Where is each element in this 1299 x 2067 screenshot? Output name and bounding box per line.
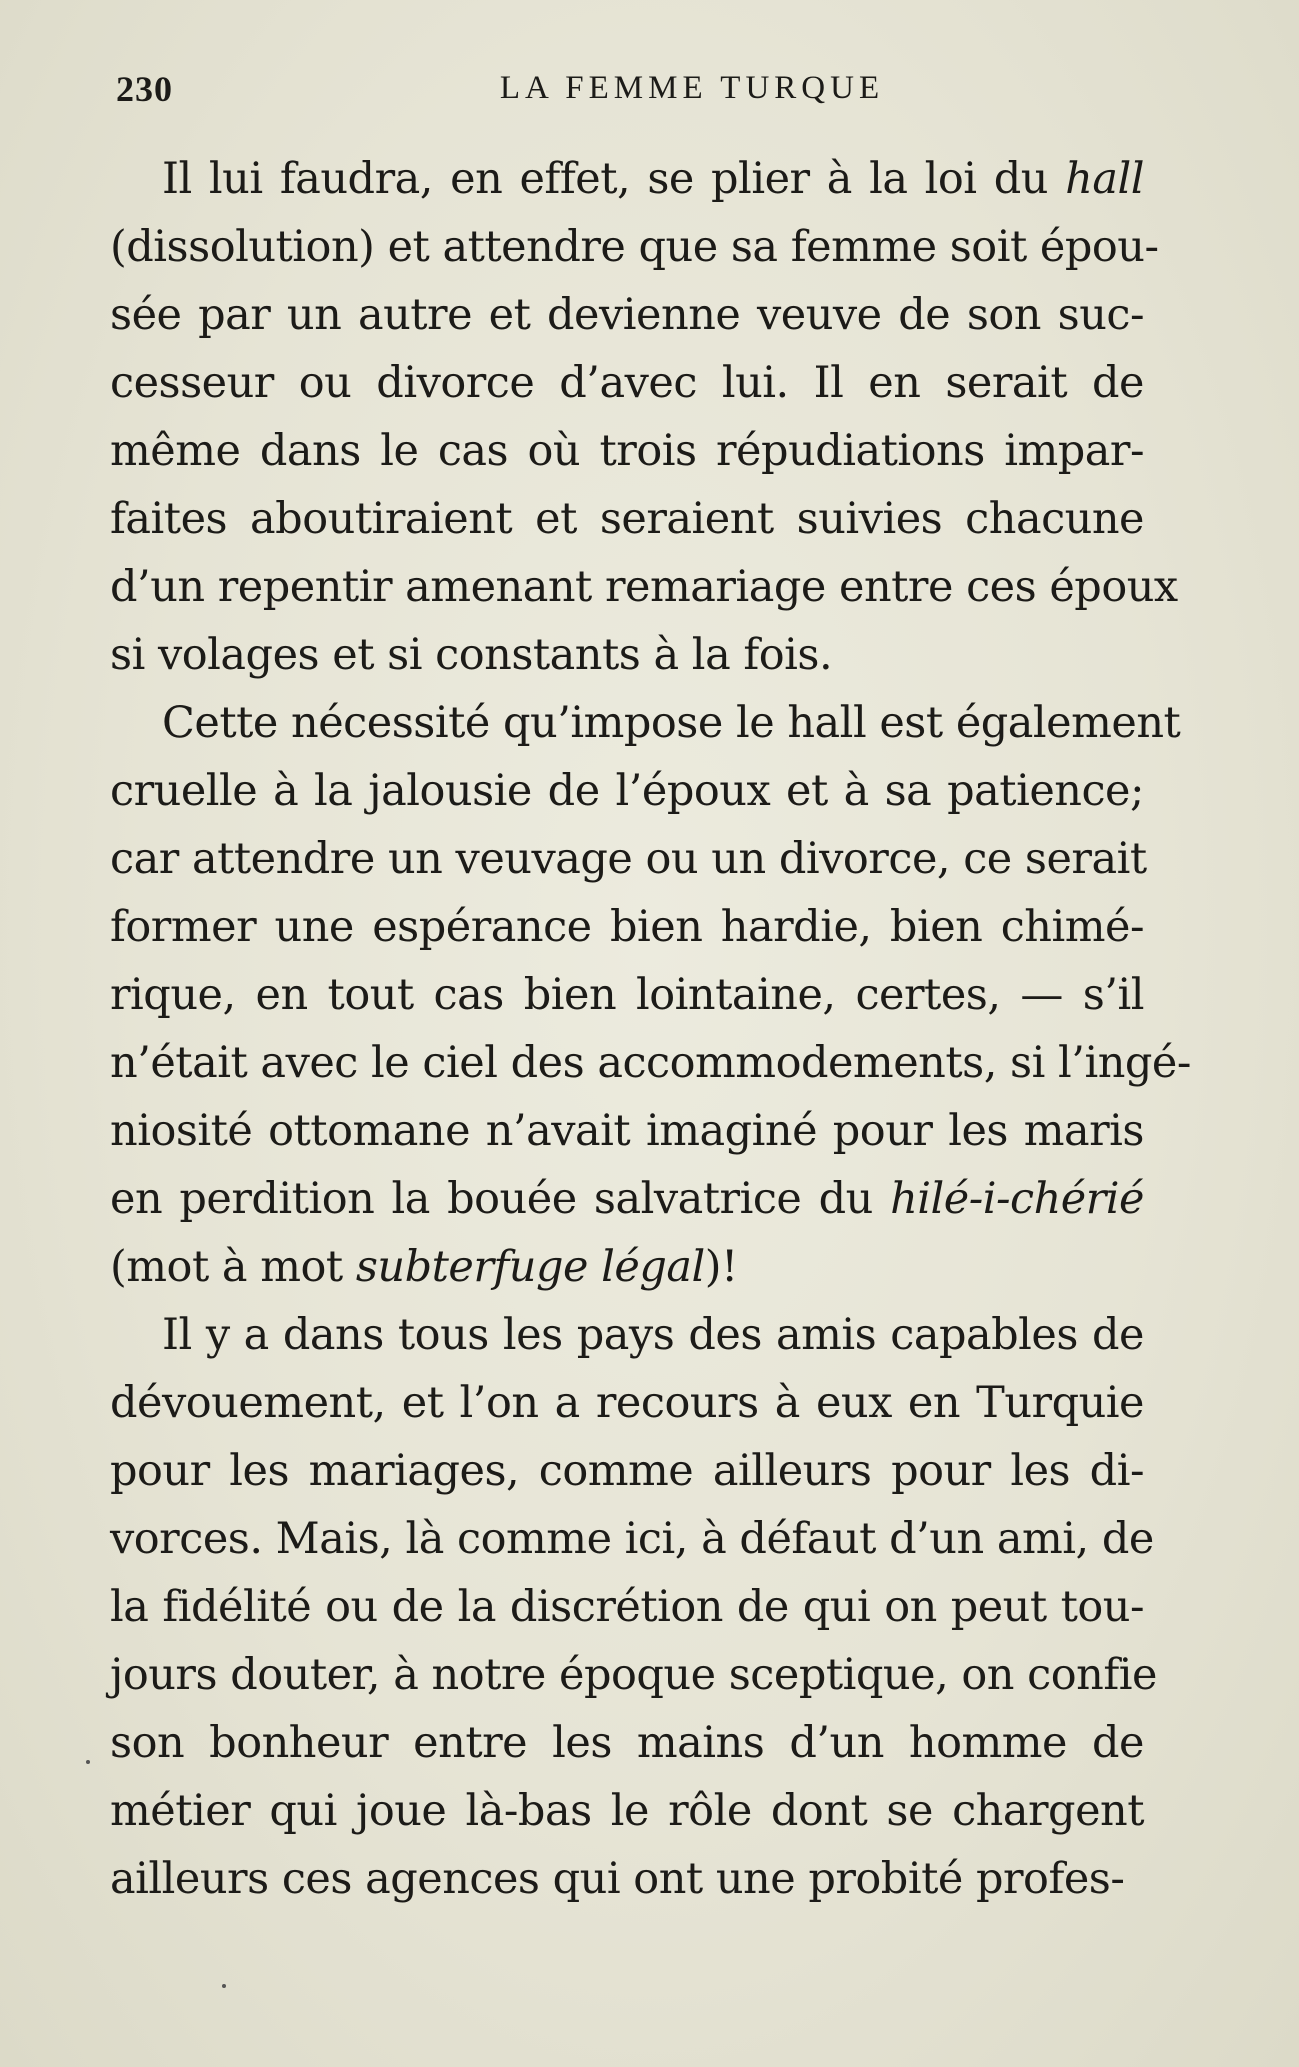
text-run: niosité ottomane n’avait imaginé pour les maris <box>110 1106 1144 1156</box>
text-line <box>110 1505 1154 1573</box>
text-run: Il y a dans tous les pays des amis capables de <box>162 1310 1144 1360</box>
paper-speck <box>222 1984 226 1988</box>
page-number: 230 <box>116 69 173 109</box>
text-line <box>110 1029 1191 1097</box>
text-line <box>110 485 1144 553</box>
text-line <box>110 1573 1144 1641</box>
text-line <box>110 689 1181 757</box>
text-line <box>110 961 1144 1029</box>
text-line <box>110 1097 1144 1165</box>
italic-term: subterfuge légal <box>355 1242 705 1292</box>
text-line <box>110 1369 1144 1437</box>
text-line <box>110 145 1144 213</box>
text-line <box>110 621 1144 689</box>
text-run: Cette nécessité qu’impose le hall est également <box>162 698 1181 748</box>
text-line <box>110 1777 1144 1845</box>
text-run: sée par un autre et devienne veuve de son suc- <box>110 290 1144 340</box>
text-line <box>110 417 1144 485</box>
text-run: former une espérance bien hardie, bien chimé- <box>110 902 1144 952</box>
text-line <box>110 281 1144 349</box>
text-run: jours douter, à notre époque sceptique, on confie <box>110 1650 1157 1700</box>
text-run: son bonheur entre les mains d’un homme de <box>110 1718 1144 1768</box>
text-run: (mot à mot <box>110 1242 356 1292</box>
running-title: LA FEMME TURQUE <box>499 70 885 106</box>
text-run: rique, en tout cas bien lointaine, certes, — s’il <box>110 970 1144 1020</box>
text-run: ailleurs ces agences qui ont une probité profes- <box>110 1854 1125 1904</box>
text-run: car attendre un veuvage ou un divorce, ce serait <box>110 834 1147 884</box>
text-line <box>110 553 1178 621</box>
text-line <box>110 1437 1144 1505</box>
paragraph <box>110 689 1191 1301</box>
page-header <box>112 68 1152 116</box>
body-text <box>110 145 1191 1913</box>
italic-term: hall <box>1065 154 1144 204</box>
text-line <box>110 1165 1144 1233</box>
text-line <box>110 1301 1144 1369</box>
text-run: n’était avec le ciel des accommodements, si l’ingé- <box>110 1038 1191 1088</box>
text-line <box>110 1845 1144 1913</box>
text-line <box>110 1709 1144 1777</box>
text-line <box>110 349 1144 417</box>
text-line <box>110 213 1159 281</box>
text-run: cruelle à la jalousie de l’époux et à sa patience; <box>110 766 1144 816</box>
text-line <box>110 757 1144 825</box>
text-run: la fidélité ou de la discrétion de qui on peut tou- <box>110 1582 1144 1632</box>
text-run: d’un repentir amenant remariage entre ces époux <box>110 562 1178 612</box>
text-run: en perdition la bouée salvatrice du <box>110 1174 891 1224</box>
text-run: cesseur ou divorce d’avec lui. Il en serait de <box>110 358 1144 408</box>
text-line <box>110 1233 1144 1301</box>
paragraph <box>110 1301 1157 1913</box>
text-run: (dissolution) et attendre que sa femme soit épou- <box>110 222 1159 272</box>
text-run: si volages et si constants à la fois. <box>110 630 833 680</box>
text-run: métier qui joue là-bas le rôle dont se chargent <box>110 1786 1144 1836</box>
text-run: même dans le cas où trois répudiations impar- <box>110 426 1144 476</box>
italic-term: hilé-i-chérié <box>890 1174 1144 1224</box>
text-run: Il lui faudra, en effet, se plier à la loi du <box>162 154 1066 204</box>
text-run: )! <box>704 1242 738 1292</box>
text-line <box>110 893 1144 961</box>
text-line <box>110 825 1147 893</box>
text-run: vorces. Mais, là comme ici, à défaut d’un ami, de <box>110 1514 1154 1564</box>
text-run: faites aboutiraient et seraient suivies chacune <box>110 494 1144 544</box>
text-run: pour les mariages, comme ailleurs pour les di- <box>110 1446 1144 1496</box>
text-run: dévouement, et l’on a recours à eux en Turquie <box>110 1378 1144 1428</box>
paper-speck <box>86 1760 90 1764</box>
text-line <box>110 1641 1157 1709</box>
paragraph <box>110 145 1178 689</box>
